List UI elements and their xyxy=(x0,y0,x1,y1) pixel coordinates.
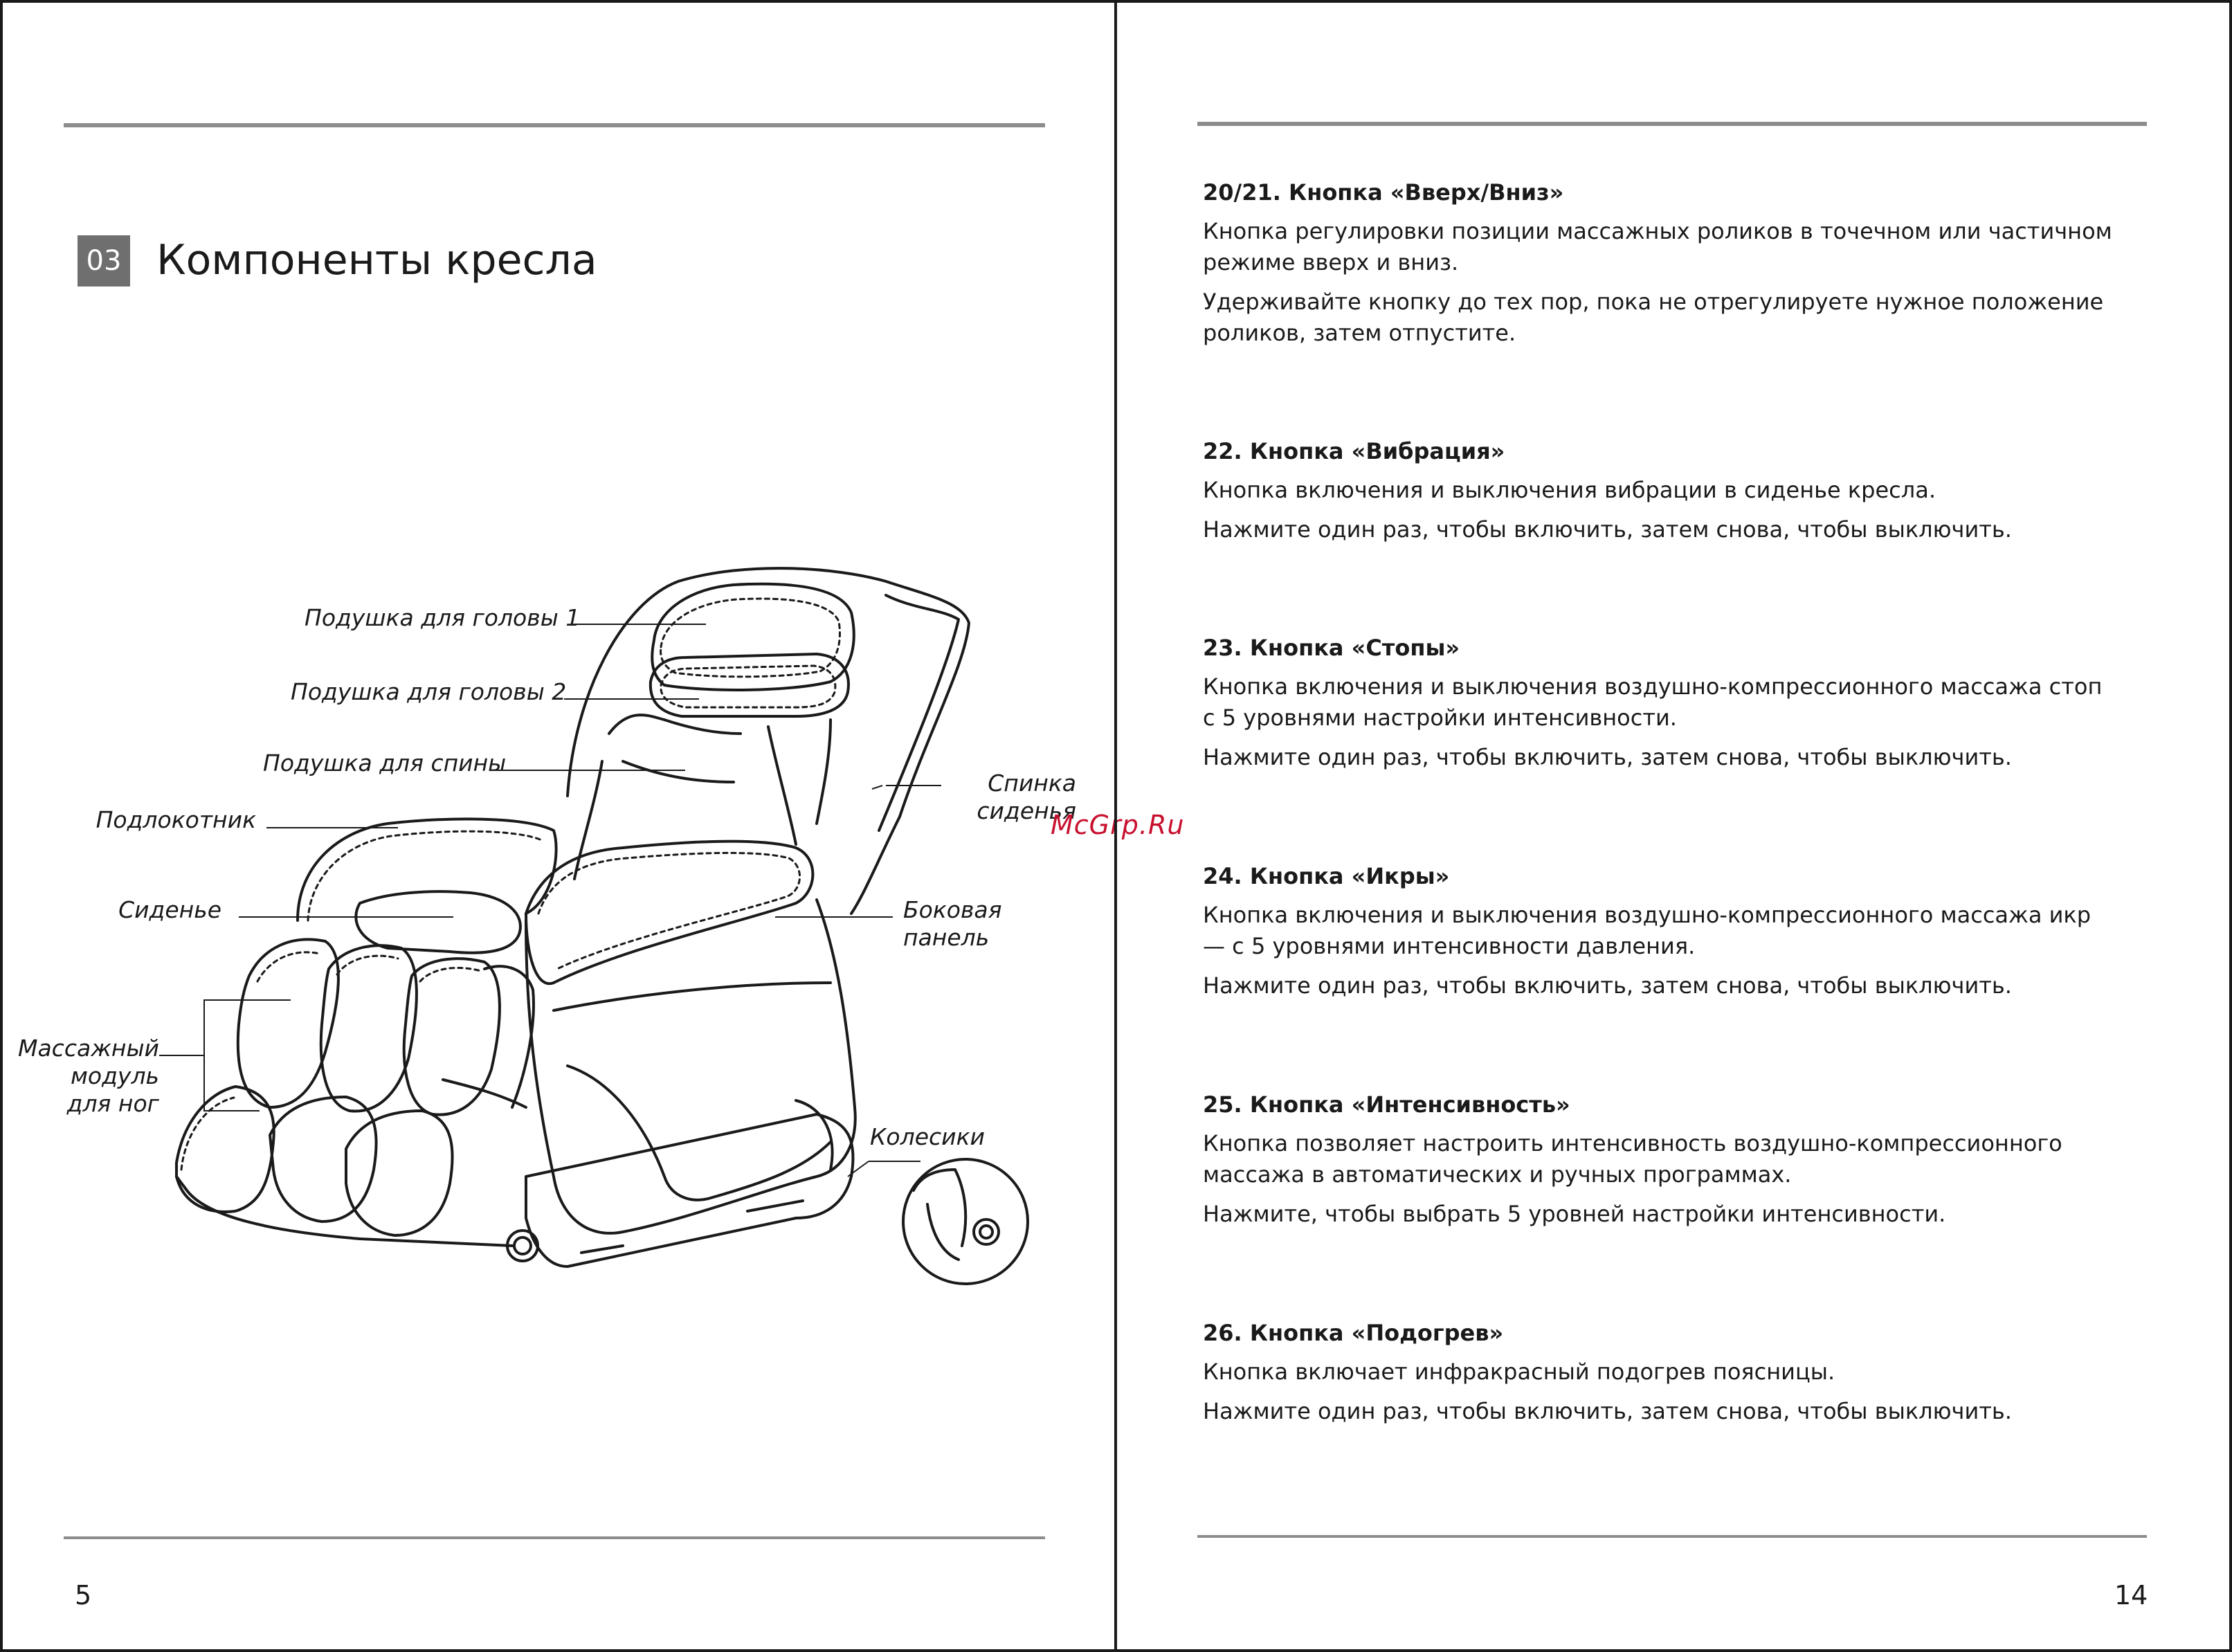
section-paragraph: Удерживайте кнопку до тех пор, пока не отрегулируете нужное положение роликов, затем отпустите. xyxy=(1203,289,2104,346)
section-paragraph: Нажмите один раз, чтобы включить, затем снова, чтобы выключить. xyxy=(1203,516,2012,543)
callout-head-pillow-1: Подушка для головы 1 xyxy=(305,604,581,631)
section-title: 24. Кнопка «Икры» xyxy=(1203,863,1450,889)
callout-leg-module-line2: модуль xyxy=(71,1062,159,1089)
section-up-down xyxy=(1203,177,2186,357)
callout-head-pillow-2: Подушка для головы 2 xyxy=(291,678,567,705)
callout-side-panel xyxy=(903,896,1042,952)
top-rule-left xyxy=(64,123,1045,127)
section-heating xyxy=(1203,1318,2186,1435)
section-feet xyxy=(1203,633,2103,781)
callout-seat: Сиденье xyxy=(118,896,221,923)
section-paragraph: Кнопка включения и выключения воздушно-компрессионного массажа стоп с 5 уровнями настройки интенсивности. xyxy=(1203,673,2103,731)
callout-wheels: Колесики xyxy=(870,1123,985,1150)
callout-leg-module-line3: для ног xyxy=(66,1090,159,1117)
section-title: 25. Кнопка «Интенсивность» xyxy=(1203,1091,1570,1118)
callout-leg-module-line1: Массажный xyxy=(17,1035,159,1062)
section-paragraph: Кнопка включает инфракрасный подогрев поясницы. xyxy=(1203,1359,1835,1385)
callout-leg-module xyxy=(14,1035,159,1118)
callout-backrest-line1: Спинка xyxy=(988,770,1076,797)
section-paragraph: Кнопка включения и выключения воздушно-компрессионного массажа икр — с 5 уровнями интенсивности давления. xyxy=(1203,902,2092,959)
section-number-badge: 03 xyxy=(78,235,130,287)
section-paragraph: Кнопка регулировки позиции массажных роликов в точечном или частичном режиме вверх и вниз. xyxy=(1203,218,2112,275)
section-paragraph: Нажмите один раз, чтобы включить, затем снова, чтобы выключить. xyxy=(1203,1398,2012,1424)
section-paragraph: Нажмите один раз, чтобы включить, затем снова, чтобы выключить. xyxy=(1203,744,2012,770)
section-calves xyxy=(1203,861,2103,1010)
section-paragraph: Нажмите один раз, чтобы включить, затем снова, чтобы выключить. xyxy=(1203,972,2012,999)
callout-armrest: Подлокотник xyxy=(96,806,256,833)
top-rule-right xyxy=(1197,122,2147,126)
section-paragraph: Кнопка позволяет настроить интенсивность воздушно-компрессионного массажа в автоматических и ручных программах. xyxy=(1203,1130,2062,1188)
page-title: Компоненты кресла xyxy=(156,236,597,284)
page-number-left: 5 xyxy=(75,1580,92,1610)
section-intensity xyxy=(1203,1089,2144,1238)
page-number-right: 14 xyxy=(2114,1580,2148,1610)
section-title: 23. Кнопка «Стопы» xyxy=(1203,635,1460,661)
callout-side-panel-line1: Боковая xyxy=(903,896,1002,923)
callout-back-pillow: Подушка для спины xyxy=(263,750,507,777)
section-paragraph: Кнопка включения и выключения вибрации в сиденье кресла. xyxy=(1203,477,1936,503)
section-title: 26. Кнопка «Подогрев» xyxy=(1203,1320,1504,1346)
section-paragraph: Нажмите, чтобы выбрать 5 уровней настройки интенсивности. xyxy=(1203,1201,1946,1227)
section-title: 20/21. Кнопка «Вверх/Вниз» xyxy=(1203,179,1564,206)
bottom-rule-right xyxy=(1197,1535,2147,1538)
section-title: 22. Кнопка «Вибрация» xyxy=(1203,438,1505,464)
callout-side-panel-line2: панель xyxy=(903,924,990,951)
watermark: McGrp.Ru xyxy=(1051,810,1185,840)
section-vibration xyxy=(1203,436,2186,554)
bottom-rule-left xyxy=(64,1536,1045,1539)
callout-backrest-line2: сиденья xyxy=(977,797,1076,824)
